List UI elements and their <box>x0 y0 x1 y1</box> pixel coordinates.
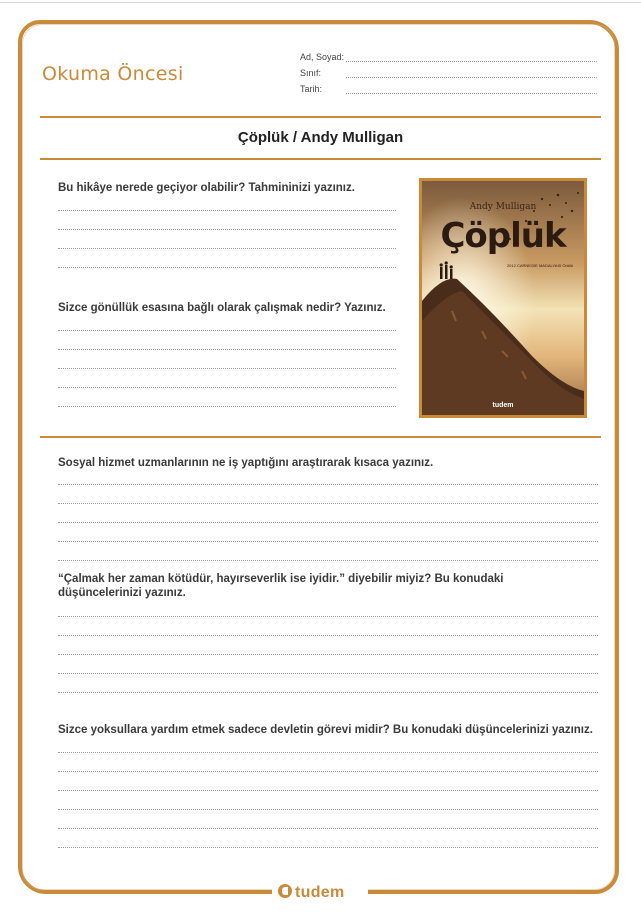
answer-line[interactable] <box>58 692 598 693</box>
book-cover-image <box>422 181 584 415</box>
answer-line[interactable] <box>58 248 396 249</box>
answer-line[interactable] <box>58 560 598 561</box>
date-field[interactable] <box>346 93 597 94</box>
answer-line[interactable] <box>58 387 396 388</box>
book-title: Çöplük / Andy Mulligan <box>237 129 404 146</box>
answer-line[interactable] <box>58 406 396 407</box>
tudem-logo-icon <box>278 884 292 898</box>
answer-line[interactable] <box>58 368 396 369</box>
answer-line[interactable] <box>58 210 396 211</box>
answer-line[interactable] <box>58 330 396 331</box>
question-3: Sosyal hizmet uzmanlarının ne iş yaptığını araştırarak kısaca yazınız. <box>58 457 434 469</box>
header-rule-top <box>40 116 601 118</box>
cover-author: Andy Mulligan <box>469 202 537 212</box>
question-5: Sizce yoksullara yardım etmek sadece devletin görevi midir? Bu konudaki düşüncelerinizi yazınız. <box>58 724 593 736</box>
answer-line[interactable] <box>58 654 598 655</box>
answer-line[interactable] <box>58 522 598 523</box>
answer-line[interactable] <box>58 828 598 829</box>
answer-line[interactable] <box>58 771 598 772</box>
answer-line[interactable] <box>58 809 598 810</box>
question-2: Sizce gönüllük esasına bağlı olarak çalışmak nedir? Yazınız. <box>58 302 386 314</box>
cover-title: Çöplük <box>440 216 566 256</box>
footer-logo-text: tudem <box>295 884 345 901</box>
answer-line[interactable] <box>58 229 396 230</box>
cover-award: 2012 CARNEGIE MADALYASI Ödülü <box>506 263 574 268</box>
question-4: “Çalmak her zaman kötüdür, hayırseverlik ise iyidir.” diyebilir miyiz? Bu konudaki düşüncelerinizi yazınız. <box>58 573 504 599</box>
answer-line[interactable] <box>58 267 396 268</box>
header-rule-bottom <box>40 158 601 160</box>
question-1: Bu hikâye nerede geçiyor olabilir? Tahmininizi yazınız. <box>58 182 355 194</box>
answer-line[interactable] <box>58 635 598 636</box>
answer-line[interactable] <box>58 752 598 753</box>
name-label: Ad, Soyad: <box>300 52 345 62</box>
answer-line[interactable] <box>58 673 598 674</box>
name-field[interactable] <box>346 61 597 62</box>
date-label: Tarih: <box>300 84 323 94</box>
page-top-rule <box>0 2 641 3</box>
book-cover <box>419 178 587 418</box>
answer-line[interactable] <box>58 616 598 617</box>
cover-publisher: tudem <box>492 402 514 409</box>
answer-line[interactable] <box>58 503 598 504</box>
section-title: Okuma Öncesi <box>42 63 184 85</box>
class-label: Sınıf: <box>300 68 322 78</box>
answer-line[interactable] <box>58 541 598 542</box>
answer-line[interactable] <box>58 349 396 350</box>
class-field[interactable] <box>346 77 597 78</box>
mid-rule <box>40 436 601 438</box>
answer-line[interactable] <box>58 484 598 485</box>
answer-line[interactable] <box>58 847 598 848</box>
answer-line[interactable] <box>58 790 598 791</box>
footer-logo <box>278 884 345 902</box>
